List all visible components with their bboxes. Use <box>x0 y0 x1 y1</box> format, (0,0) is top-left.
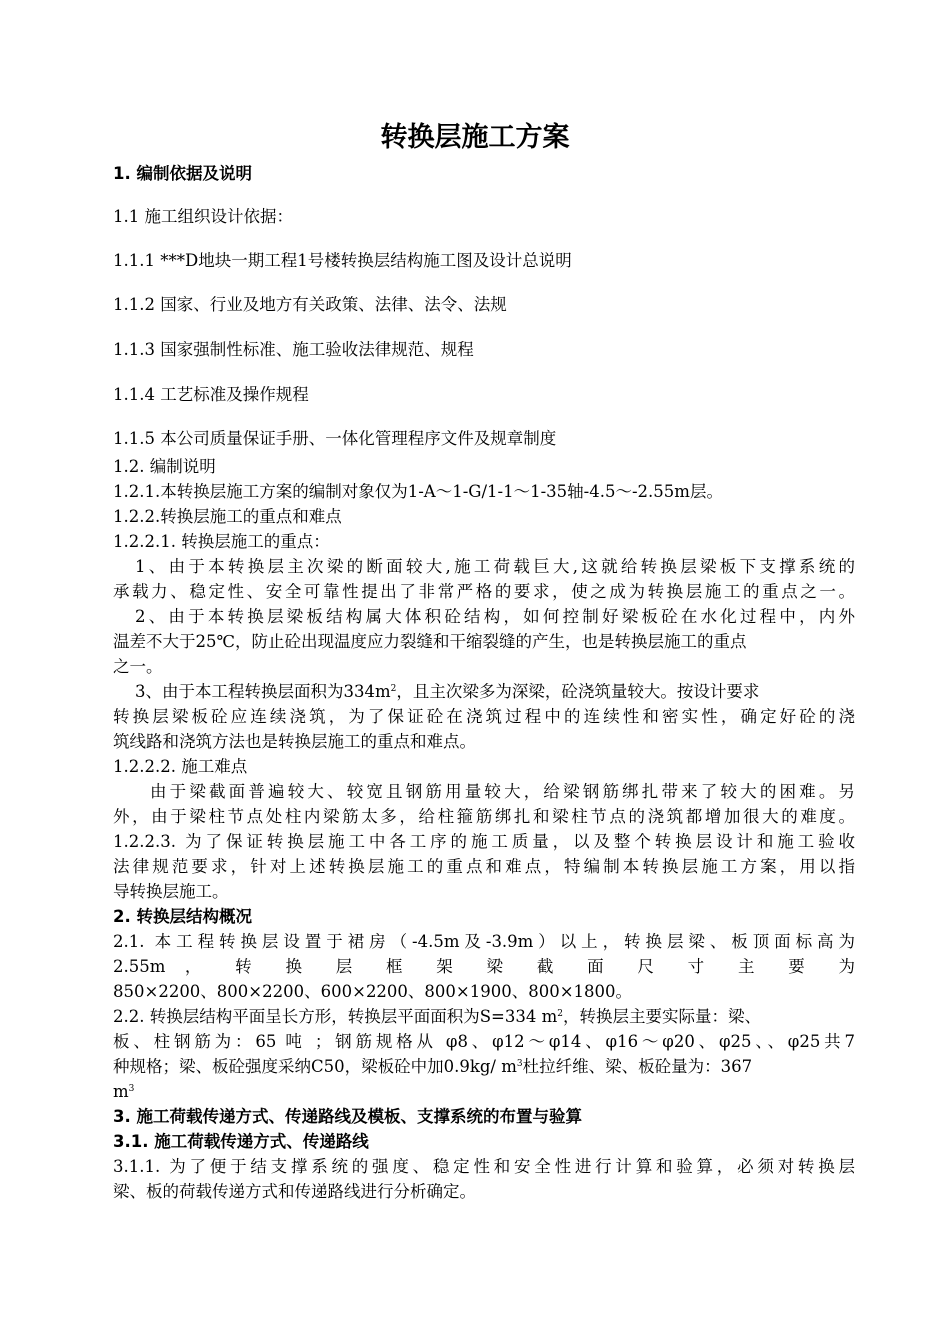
text-segment: 3、由于本工程转换层面积为334m <box>135 682 391 701</box>
paragraph-line: 承载力、稳定性、安全可靠性提出了非常严格的要求，使之成为转换层施工的重点之一。 <box>113 582 855 601</box>
paragraph-line: 法律规范要求，针对上述转换层施工的重点和难点，特编制本转换层施工方案，用以指 <box>113 857 855 876</box>
paragraph-line: 板、柱钢筋为：65 吨 ；钢筋规格从 φ8、φ12～φ14、φ16～φ20、φ25、、φ25共7 <box>113 1032 855 1051</box>
paragraph-line: 外，由于梁柱节点处柱内梁筋太多，给柱箍筋绑扎和梁柱节点的浇筑都增加很大的难度。 <box>113 807 855 826</box>
paragraph-line: 1、由于本转换层主次梁的断面较大,施工荷载巨大,这就给转换层梁板下支撑系统的 <box>135 557 855 576</box>
heading-3-1: 3.1. 施工荷载传递方式、传递路线 <box>113 1132 369 1151</box>
paragraph-line: 3.1.1. 为了便于结支撑系统的强度、稳定性和安全性进行计算和验算，必须对转换层 <box>113 1157 855 1176</box>
document-title: 转换层施工方案 <box>380 122 570 153</box>
paragraph-line: 导转换层施工。 <box>113 882 229 901</box>
paragraph-line: 转换层梁板砼应连续浇筑，为了保证砼在浇筑过程中的连续性和密实性，确定好砼的浇 <box>113 707 855 726</box>
paragraph-line: 梁、板的荷载传递方式和传递路线进行分析确定。 <box>113 1182 476 1201</box>
text-segment: 种规格；梁、板砼强度采纳C50，梁板砼中加0.9kg/ m <box>113 1057 517 1076</box>
superscript: 3 <box>128 1084 135 1094</box>
paragraph-line: 筑线路和浇筑方法也是转换层施工的重点和难点。 <box>113 732 476 751</box>
paragraph-line: 2.1. 本工程转换层设置于裙房（-4.5m及-3.9m）以上，转换层梁、板顶面标高为 <box>113 932 855 951</box>
line-1-2-2-1: 1.2.2.1. 转换层施工的重点： <box>113 532 330 551</box>
line-1-2-2-2: 1.2.2.2. 施工难点 <box>113 757 248 776</box>
text-segment: ℃，防止砼出现温度应力裂缝和干缩裂缝的产生，也是转换层施工的重点 <box>216 632 747 651</box>
text-segment: m <box>113 1082 129 1101</box>
paragraph-line: 2.55m ， 转 换 层 框 架 梁 截 面 尺 寸 主 要 为 <box>113 957 855 976</box>
line-1-2-2: 1.2.2.转换层施工的重点和难点 <box>113 507 342 526</box>
heading-1: 1. 编制依据及说明 <box>113 164 252 183</box>
superscript: 2 <box>390 684 397 694</box>
paragraph-line <box>135 680 855 704</box>
heading-2: 2. 转换层结构概况 <box>113 907 252 926</box>
heading-3: 3. 施工荷载传递方式、传递路线及模板、支撑系统的布置与验算 <box>113 1107 582 1126</box>
paragraph-line <box>113 630 855 654</box>
text-segment: ，且主次梁多为深梁，砼浇筑量较大。按设计要求 <box>396 682 760 701</box>
paragraph-line: 2、由于本转换层梁板结构属大体积砼结构，如何控制好梁板砼在水化过程中，内外 <box>135 607 855 626</box>
paragraph-line <box>113 1055 855 1079</box>
line-1-1-5: 1.1.5 本公司质量保证手册、一体化管理程序文件及规章制度 <box>113 429 557 448</box>
text-segment: ，转换层主要实际量：梁、 <box>562 1007 761 1026</box>
paragraph-line: 1.2.2.3. 为了保证转换层施工中各工序的施工质量，以及整个转换层设计和施工验收 <box>113 832 855 851</box>
line-1-2: 1.2. 编制说明 <box>113 457 216 476</box>
paragraph-line <box>113 1080 855 1104</box>
superscript: 3 <box>516 1059 523 1069</box>
line-1-2-1: 1.2.1.本转换层施工方案的编制对象仅为1-A～1-G/1-1～1-35轴-4.5～-2.55m层。 <box>113 482 723 501</box>
paragraph-line: 850×2200、800×2200、600×2200、800×1900、800×1800。 <box>113 982 633 1001</box>
text-segment: 2.2. 转换层结构平面呈长方形，转换层平面面积为S=334 m <box>113 1007 558 1026</box>
text-segment: 温差不大于25 <box>113 632 217 651</box>
superscript: 2 <box>557 1009 563 1019</box>
paragraph-line: 之一。 <box>113 657 163 676</box>
paragraph-line: 由于梁截面普遍较大、较宽且钢筋用量较大，给梁钢筋绑扎带来了较大的困难。另 <box>150 782 855 801</box>
line-1-1-3: 1.1.3 国家强制性标准、施工验收法律规范、规程 <box>113 340 474 359</box>
line-1-1-2: 1.1.2 国家、行业及地方有关政策、法律、法令、法规 <box>113 295 507 314</box>
line-1-1: 1.1 施工组织设计依据： <box>113 207 293 226</box>
line-1-1-4: 1.1.4 工艺标准及操作规程 <box>113 385 309 404</box>
paragraph-line <box>113 1005 855 1029</box>
line-1-1-1: 1.1.1 ***D地块一期工程1号楼转换层结构施工图及设计总说明 <box>113 251 572 270</box>
text-segment: 杜拉纤维、梁、板砼量为：367 <box>522 1057 753 1076</box>
